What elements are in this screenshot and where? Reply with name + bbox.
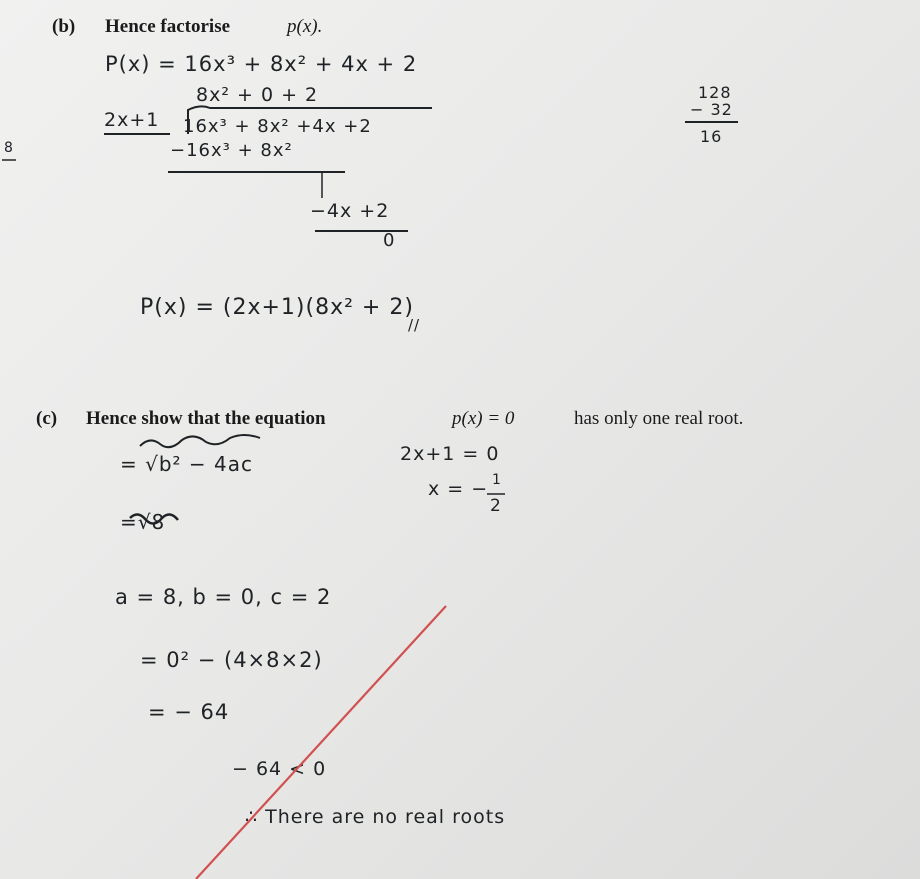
red-marker-line [196, 606, 446, 879]
scribble-out-2 [130, 514, 178, 523]
part-b-prompt: Hence factorise [105, 16, 231, 37]
scribble-out [140, 435, 260, 447]
side-calc-bottom: 16 [700, 127, 723, 146]
root-numerator: 1 [492, 472, 502, 488]
crossed-out-work: =√8 [120, 510, 166, 534]
discriminant-formula: = √b² − 4ac [120, 452, 254, 476]
result-tick: // [408, 316, 421, 334]
part-c-equation: p(x) = 0 [452, 408, 515, 429]
inequality: − 64 < 0 [232, 758, 327, 780]
quotient: 8x² + 0 + 2 [196, 84, 319, 106]
part-b-label: (b) [52, 16, 76, 37]
dividend: 16x³ + 8x² +4x +2 [183, 116, 372, 137]
discriminant-calc: = 0² − (4×8×2) [140, 648, 323, 672]
part-b-expr: p(x). [287, 16, 323, 37]
discriminant-result: = − 64 [148, 700, 230, 724]
divisor: 2x+1 [104, 109, 160, 131]
part-c-label: (c) [36, 408, 58, 429]
subtraction-line: −16x³ + 8x² [170, 140, 293, 161]
conclusion: ∴ There are no real roots [245, 806, 506, 828]
side-calc-mid: − 32 [690, 100, 733, 119]
remainder-zero: 0 [383, 230, 396, 251]
root-value: x = − [428, 478, 489, 500]
root-denominator: 2 [490, 496, 502, 516]
part-c-prompt: Hence show that the equation [86, 408, 326, 429]
polynomial-line: P(x) = 16x³ + 8x² + 4x + 2 [105, 52, 418, 76]
side-calc-top: 128 [698, 83, 732, 102]
root-equation: 2x+1 = 0 [400, 443, 500, 465]
coefficients: a = 8, b = 0, c = 2 [115, 585, 332, 609]
division-bracket [188, 106, 432, 134]
margin-mark: 8 [4, 140, 14, 156]
factorised-result: P(x) = (2x+1)(8x² + 2) [140, 295, 414, 320]
remainder-line: −4x +2 [310, 200, 390, 222]
part-c-suffix: has only one real root. [574, 408, 744, 429]
